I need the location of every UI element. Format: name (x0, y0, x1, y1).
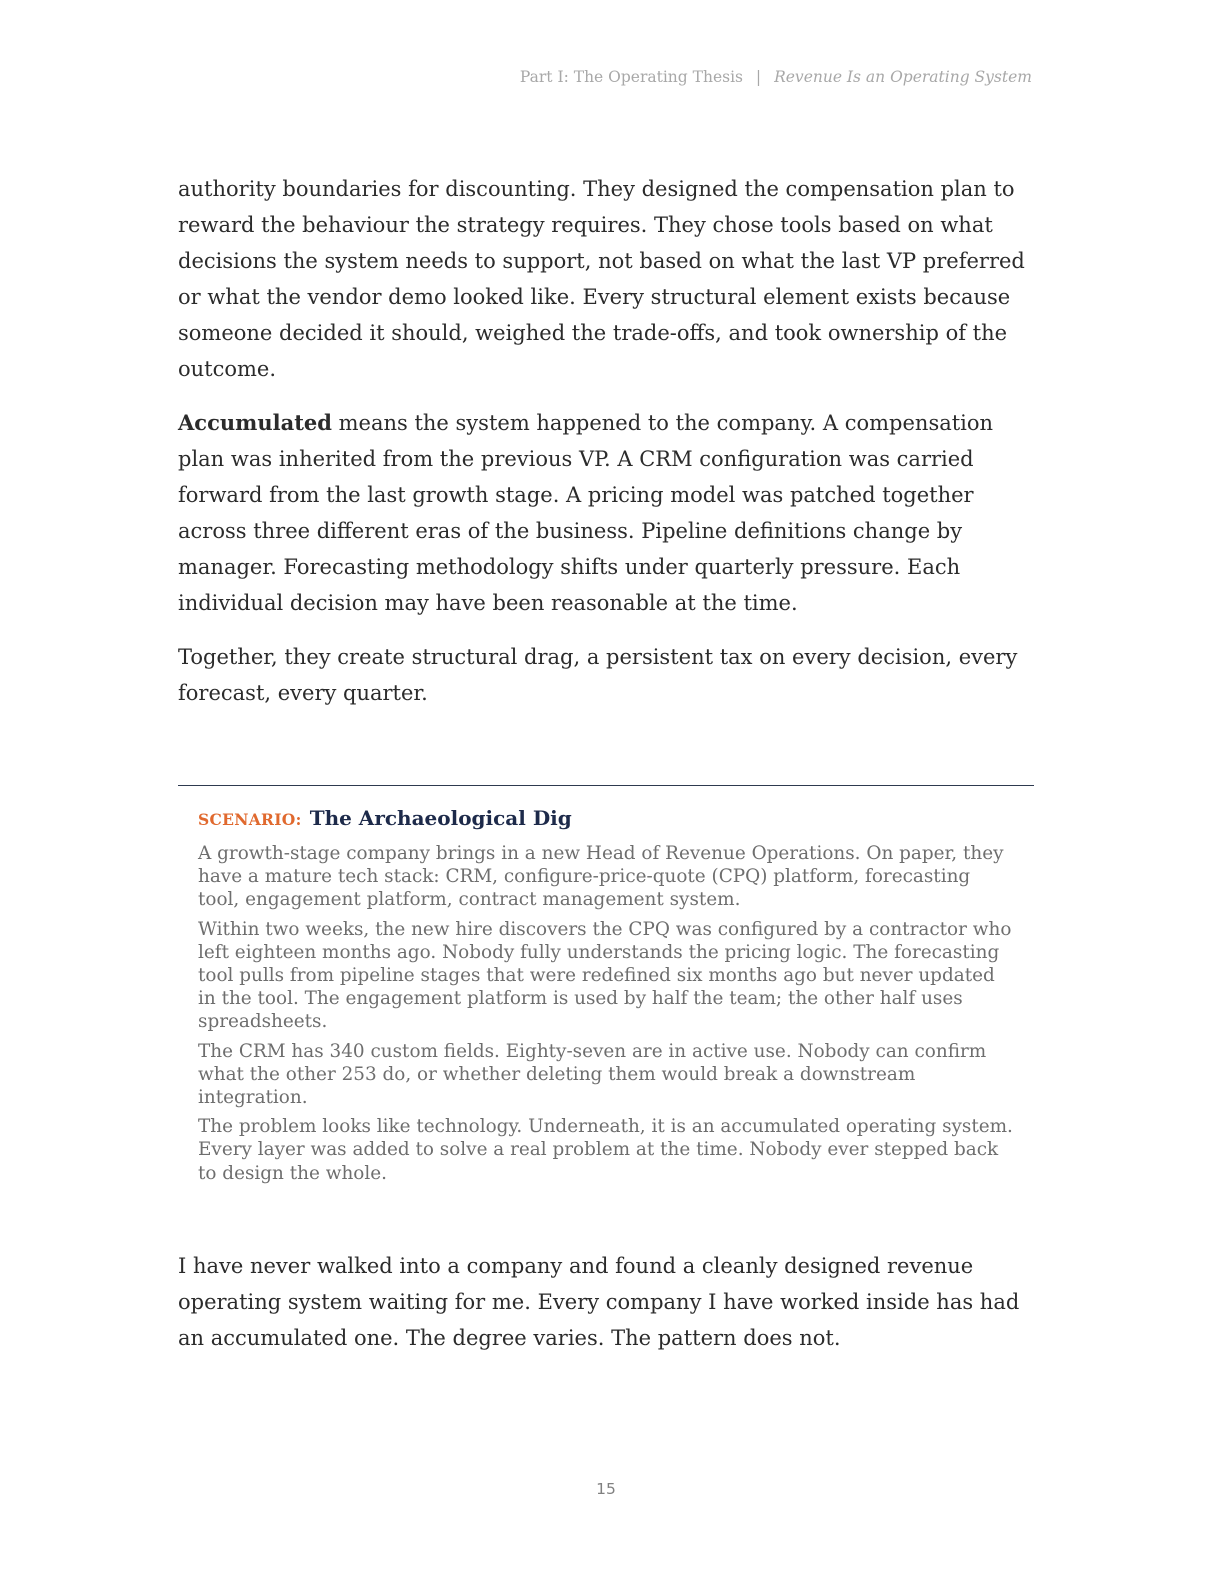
scenario-paragraph: A growth-stage company brings in a new Head of Revenue Operations. On paper, they have a mature tech stack: CRM, configure-price-quote (CPQ) platform, forecasting tool, engagement platform, contract management system. (198, 843, 1004, 911)
scenario-heading (198, 806, 1014, 830)
body-paragraph: I have never walked into a company and found a cleanly designed revenue operating system waiting for me. Every company I have worked inside has had an accumulated one. The degree varies. The pattern does not. (178, 1254, 1020, 1350)
header-part-title: Part I: The Operating Thesis (519, 68, 743, 86)
scenario-tag: SCENARIO: (198, 810, 302, 829)
main-text (178, 171, 1038, 729)
scenario-box (178, 785, 1034, 1191)
scenario-paragraph: Within two weeks, the new hire discovers the CPQ was configured by a contractor who left eighteen months ago. Nobody fully understands the pricing logic. The forecasting tool pulls from pipeline stages that were redefined six months ago but never updated in the tool. The engagement platform is used by half the team; the other half uses spreadsheets. (198, 918, 1012, 1033)
scenario-paragraph: The CRM has 340 custom fields. Eighty-seven are in active use. Nobody can confirm what the other 253 do, or whether deleting them would break a downstream integration. (198, 1040, 987, 1109)
header-chapter-title: Revenue Is an Operating System (774, 68, 1032, 86)
closing-text (178, 1248, 1038, 1374)
definition-text: means the system happened to the company. A compensation plan was inherited from the previous VP. A CRM configuration was carried forward from the last growth stage. A pricing model was patched together across three different eras of the business. Pipeline definitions change by manager. Forecasting methodology shifts under quarterly pressure. Each individual decision may have been reasonable at the time. (178, 411, 994, 615)
body-paragraph: authority boundaries for discounting. They designed the compensation plan to reward the behaviour the strategy requires. They chose tools based on what decisions the system needs to support, not based on what the last VP preferred or what the vendor demo looked like. Every structural element exists because someone decided it should, weighed the trade-offs, and took ownership of the outcome. (178, 177, 1025, 381)
header-separator: | (755, 68, 762, 86)
body-paragraph: Together, they create structural drag, a persistent tax on every decision, every forecast, every quarter. (178, 645, 1018, 705)
body-paragraph (178, 405, 1038, 621)
defined-term: Accumulated (178, 410, 332, 435)
page-number: 15 (596, 1480, 616, 1498)
scenario-title: The Archaeological Dig (309, 806, 572, 830)
running-header (520, 68, 1032, 86)
scenario-paragraph: The problem looks like technology. Underneath, it is an accumulated operating system. Every layer was added to solve a real problem at the time. Nobody ever stepped back to design the whole. (198, 1116, 1013, 1184)
